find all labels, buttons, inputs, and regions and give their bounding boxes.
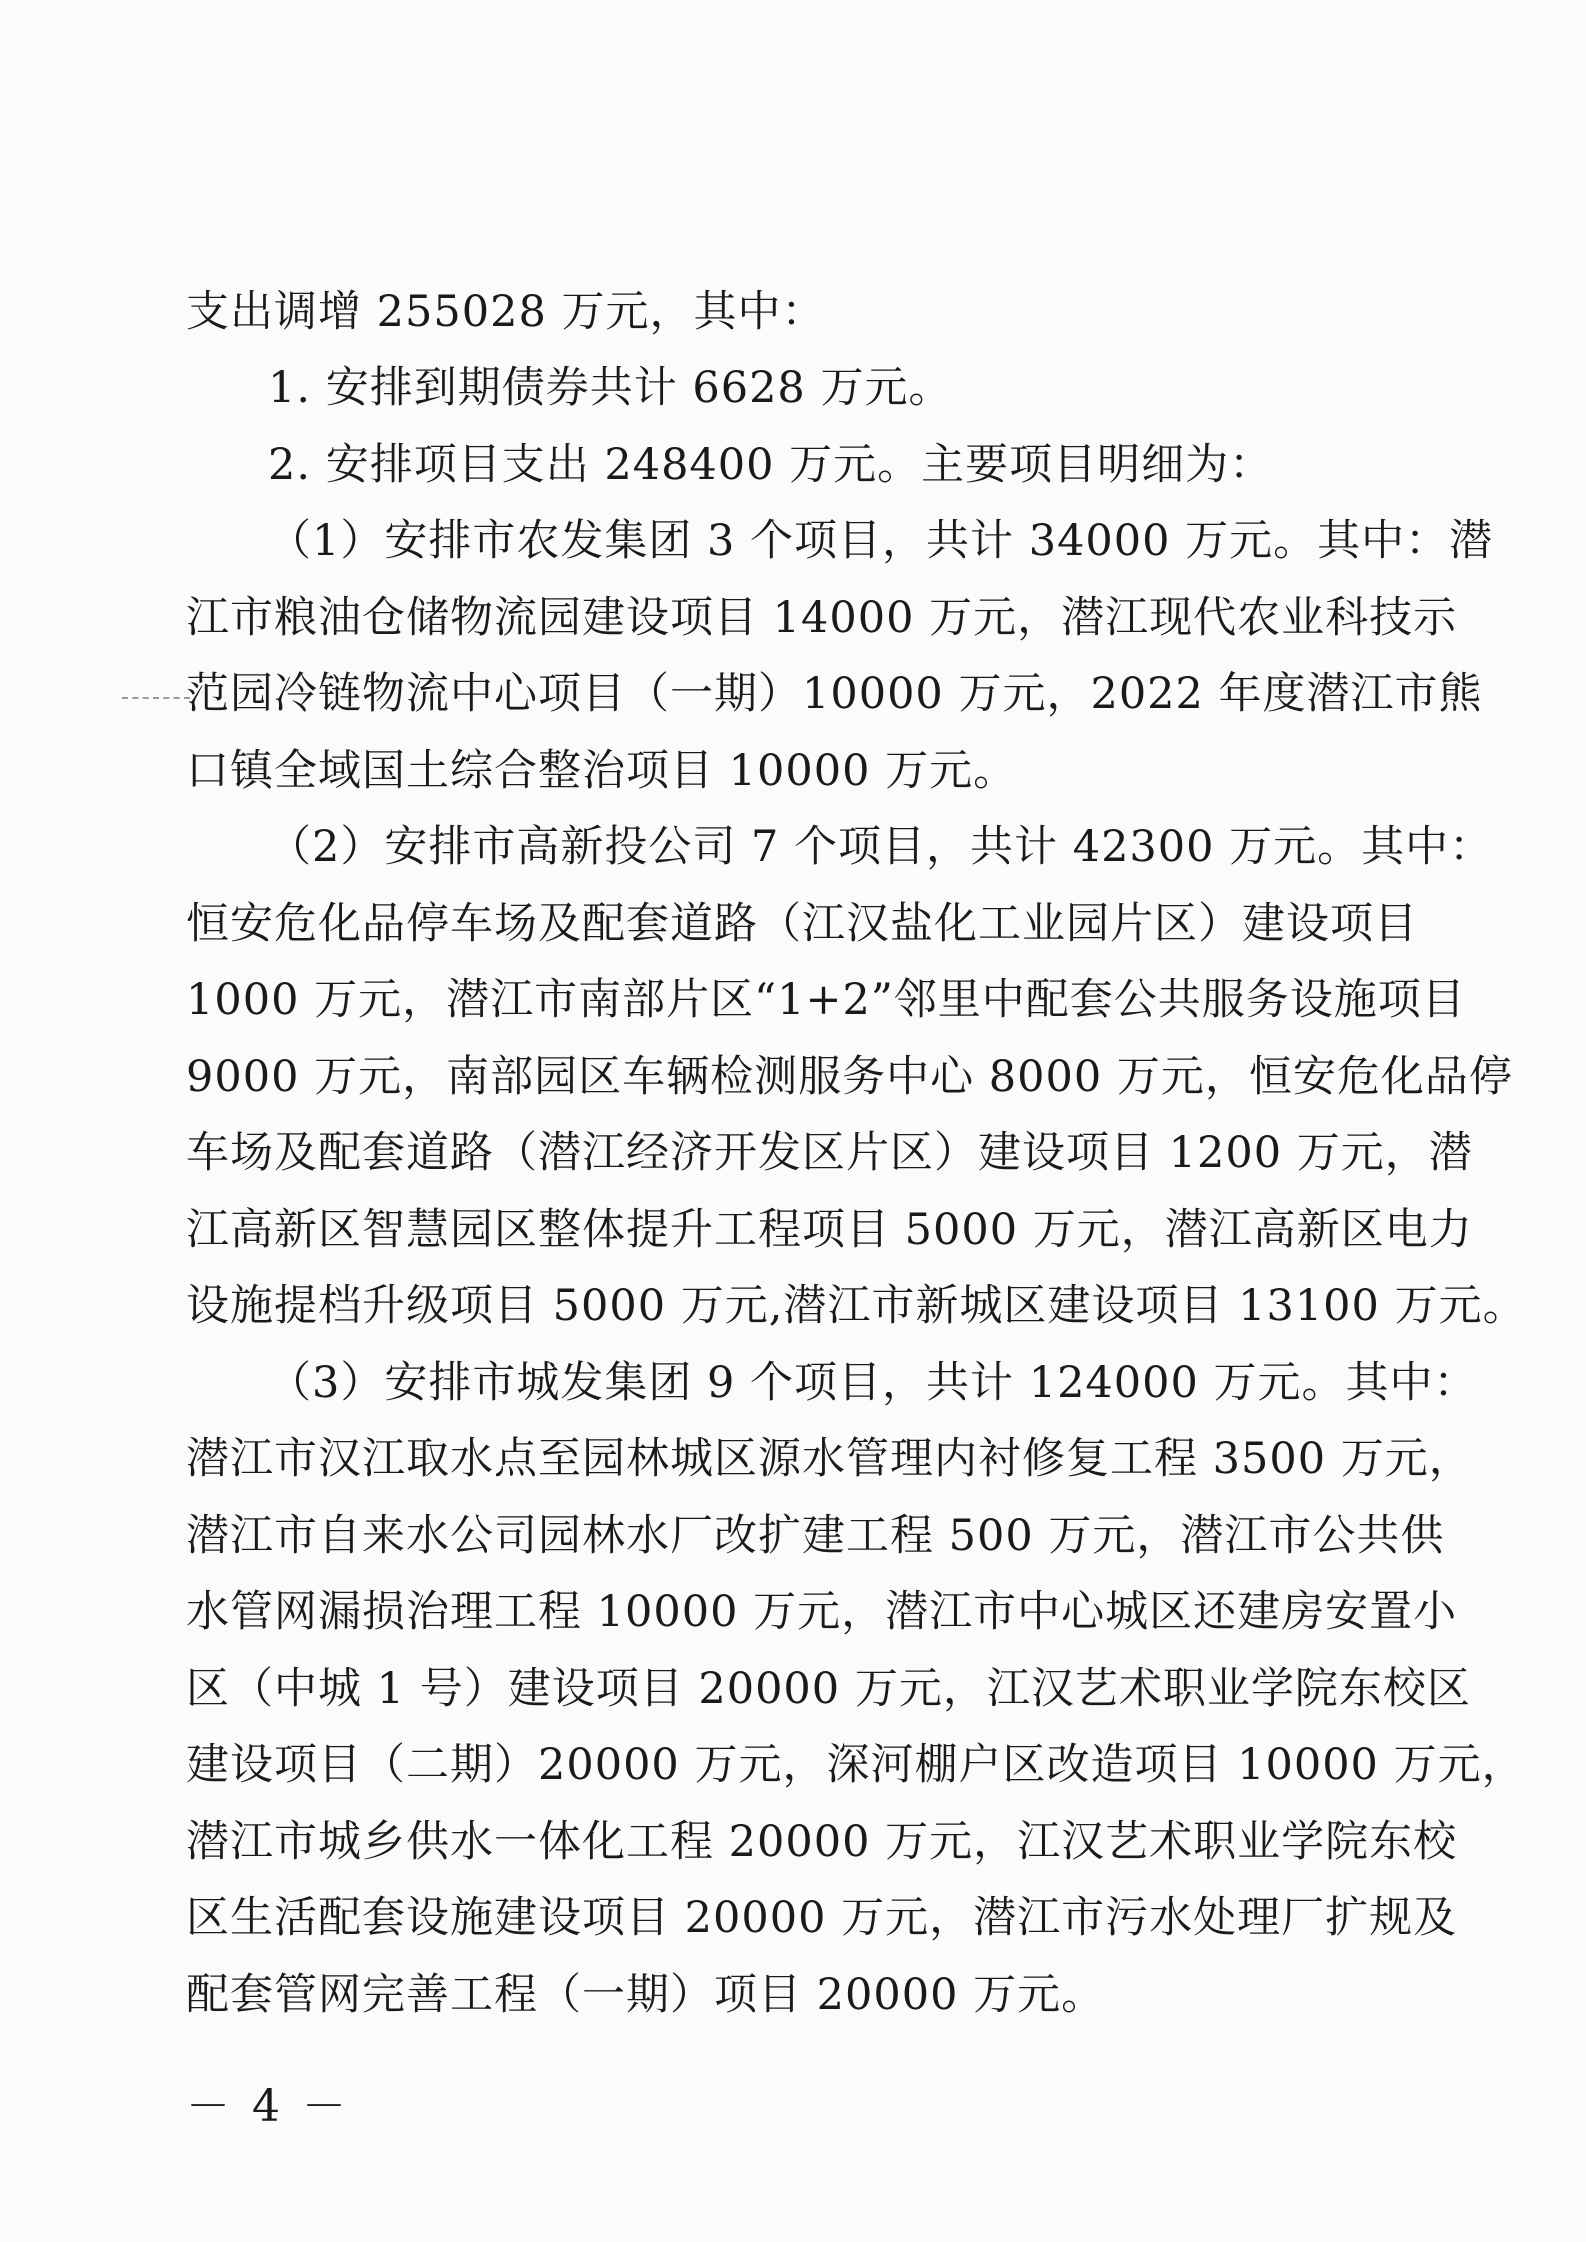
binding-mark: [122, 697, 190, 699]
text-line: 区生活配套设施建设项目 20000 万元，潜江市污水处理厂扩规及: [186, 1893, 1458, 1943]
text-line: 支出调增 255028 万元，其中：: [186, 287, 826, 337]
text-line: 1. 安排到期债券共计 6628 万元。: [268, 363, 953, 413]
text-line: （3）安排市城发集团 9 个项目，共计 124000 万元。其中：: [268, 1358, 1478, 1408]
text-line: 潜江市自来水公司园林水厂改扩建工程 500 万元，潜江市公共供: [186, 1511, 1445, 1561]
text-line: 车场及配套道路（潜江经济开发区片区）建设项目 1200 万元，潜: [186, 1128, 1473, 1178]
text-line: 建设项目（二期）20000 万元，深河棚户区改造项目 10000 万元，: [186, 1740, 1526, 1790]
text-line: 水管网漏损治理工程 10000 万元，潜江市中心城区还建房安置小: [186, 1587, 1458, 1637]
text-line: 口镇全域国土综合整治项目 10000 万元。: [186, 746, 1018, 796]
text-line: 2. 安排项目支出 248400 万元。主要项目明细为：: [268, 440, 1274, 490]
text-line: 江市粮油仓储物流园建设项目 14000 万元，潜江现代农业科技示: [186, 593, 1458, 643]
text-line: 9000 万元，南部园区车辆检测服务中心 8000 万元，恒安危化品停: [186, 1052, 1513, 1102]
text-line: 配套管网完善工程（一期）项目 20000 万元。: [186, 1970, 1106, 2020]
text-line: 范园冷链物流中心项目（一期）10000 万元，2022 年度潜江市熊: [186, 669, 1483, 719]
text-line: 潜江市城乡供水一体化工程 20000 万元，江汉艺术职业学院东校: [186, 1817, 1458, 1867]
text-line: 区（中城 1 号）建设项目 20000 万元，江汉艺术职业学院东校区: [186, 1664, 1471, 1714]
text-line: 1000 万元，潜江市南部片区“1+2”邻里中配套公共服务设施项目: [186, 975, 1466, 1025]
text-line: 设施提档升级项目 5000 万元,潜江市新城区建设项目 13100 万元。: [186, 1281, 1527, 1331]
text-line: 恒安危化品停车场及配套道路（江汉盐化工业园片区）建设项目: [186, 899, 1418, 949]
page-number: － 4 －: [186, 2081, 350, 2132]
text-line: （1）安排市农发集团 3 个项目，共计 34000 万元。其中：潜: [268, 516, 1494, 566]
text-line: （2）安排市高新投公司 7 个项目，共计 42300 万元。其中：: [268, 822, 1494, 872]
text-line: 潜江市汉江取水点至园林城区源水管理内衬修复工程 3500 万元，: [186, 1434, 1473, 1484]
text-line: 江高新区智慧园区整体提升工程项目 5000 万元，潜江高新区电力: [186, 1205, 1473, 1255]
